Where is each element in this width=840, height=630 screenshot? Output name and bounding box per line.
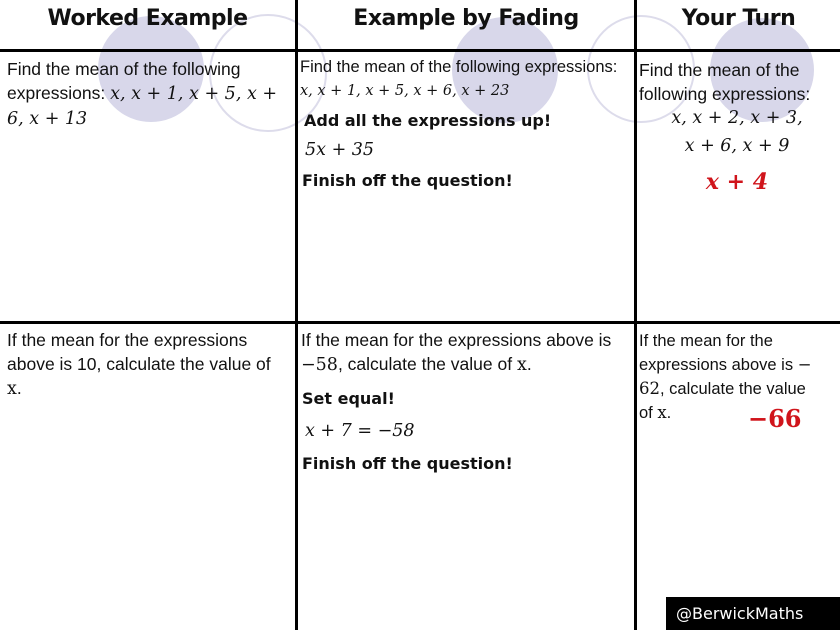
question-text: If the mean for the expressions above is <box>639 332 794 374</box>
question-text: Find the mean of the following expressions: <box>300 58 618 76</box>
your-turn-question-1: Find the mean of the following expressions: <box>639 60 811 104</box>
punctuation: . <box>666 404 672 422</box>
question-text: , calculate the value of <box>337 354 517 374</box>
fading-question-2 <box>301 328 631 377</box>
heading-example-by-fading: Example by Fading <box>353 6 579 31</box>
worked-question-1 <box>7 57 287 131</box>
fading-question-1 <box>300 56 634 103</box>
fading-step-1-label: Add all the expressions up! <box>304 111 552 130</box>
question-math: x, x + 1, x + 5, x + 6, x + 13 <box>7 84 278 129</box>
column-divider <box>295 0 298 630</box>
worked-question-2 <box>7 328 282 401</box>
header-divider <box>0 49 840 52</box>
heading-worked-example: Worked Example <box>47 6 248 31</box>
your-turn-math-line-2: x + 6, x + 9 <box>684 136 790 156</box>
heading-your-turn: Your Turn <box>681 6 796 31</box>
punctuation: . <box>526 354 532 374</box>
your-turn-math-line-1: x, x + 2, x + 3, <box>671 108 803 128</box>
fading-step-2-label: Finish off the question! <box>302 454 513 473</box>
fading-step-2-label: Finish off the question! <box>302 171 513 190</box>
variable-x: x <box>657 403 667 422</box>
question-math: x, x + 1, x + 5, x + 6, x + 23 <box>300 83 510 99</box>
your-turn-answer-1: x + 4 <box>705 169 769 195</box>
fading-step-1-label: Set equal! <box>302 389 395 408</box>
variable-x: x <box>7 379 17 399</box>
credit-badge: @BerwickMaths <box>666 597 840 630</box>
question-text: Find the mean of the following expressions: <box>7 59 241 103</box>
row-divider <box>0 321 840 324</box>
question-text: If the mean for the expressions above is <box>301 330 612 350</box>
question-value: − 62 <box>639 355 812 398</box>
your-turn-answer-2: −66 <box>748 404 802 433</box>
punctuation: . <box>16 378 22 398</box>
question-text: If the mean for the expressions above is 10, calculate the value of <box>7 330 271 374</box>
question-value: −58 <box>301 355 338 375</box>
fading-step-1-math: 5x + 35 <box>305 140 375 160</box>
question-text: , calculate the value of <box>639 380 806 422</box>
fading-step-1-math: x + 7 = −58 <box>305 421 415 441</box>
variable-x: x <box>516 355 527 375</box>
column-divider <box>634 0 637 630</box>
